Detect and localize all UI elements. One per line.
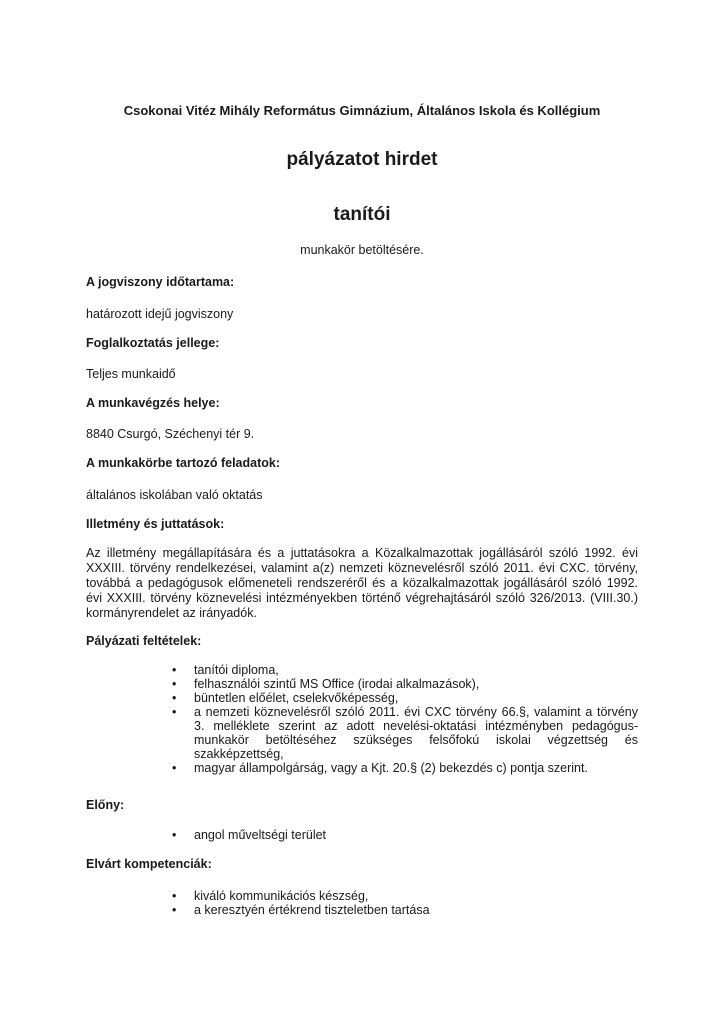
competencies-list	[86, 889, 638, 917]
salary-heading: Illetmény és juttatások:	[86, 517, 225, 531]
bullet-icon: •	[172, 691, 177, 705]
document-body	[86, 274, 638, 917]
list-item-text: kiváló kommunikációs készség,	[194, 889, 369, 903]
list-item	[172, 705, 638, 761]
bullet-icon: •	[172, 828, 177, 842]
list-item	[172, 691, 638, 705]
institution-name: Csokonai Vitéz Mihály Református Gimnázium, Általános Iskola és Kollégium	[123, 103, 601, 118]
list-item-text: a nemzeti köznevelésről szóló 2011. évi CXC törvény 66.§, valamint a törvény 3. melléklete szerint az adott nevelési-oktatási intézményben pedagógus-munkakör betöltéséhez szükséges felsőfokú iskolai végzettség és szakképzettség,	[194, 705, 638, 761]
list-item-text: büntetlen előélet, cselekvőképesség,	[194, 691, 399, 705]
announcement-headline: pályázatot hirdet	[286, 149, 438, 170]
bullet-icon: •	[172, 761, 177, 775]
bullet-icon: •	[172, 903, 177, 917]
list-item	[172, 663, 638, 677]
list-item-text: felhasználói szintű MS Office (irodai alkalmazások),	[194, 677, 480, 691]
duration-heading: A jogviszony időtartama:	[86, 275, 235, 289]
duties-value: általános iskolában való oktatás	[86, 488, 263, 502]
location-value: 8840 Csurgó, Széchenyi tér 9.	[86, 427, 255, 441]
list-item	[172, 889, 638, 903]
location-heading: A munkavégzés helye:	[86, 396, 220, 410]
bullet-icon: •	[172, 705, 177, 719]
bullet-icon: •	[172, 889, 177, 903]
position-subline: munkakör betöltésére.	[300, 243, 424, 257]
bullet-icon: •	[172, 677, 177, 691]
list-item-text: magyar állampolgárság, vagy a Kjt. 20.§ (2) bekezdés c) pontja szerint.	[194, 761, 588, 775]
list-item-text: tanítói diploma,	[194, 663, 279, 677]
list-item-text: a keresztyén értékrend tiszteletben tartása	[194, 903, 430, 917]
position-title: tanítói	[333, 204, 391, 225]
duties-heading: A munkakörbe tartozó feladatok:	[86, 456, 281, 470]
advantage-heading: Előny:	[86, 798, 125, 812]
employment-value: Teljes munkaidő	[86, 367, 176, 381]
list-item	[172, 903, 638, 917]
list-item	[172, 677, 638, 691]
bullet-icon: •	[172, 663, 177, 677]
list-item-text: angol műveltségi terület	[194, 828, 327, 842]
advantage-list	[86, 828, 638, 842]
list-item	[172, 761, 638, 775]
conditions-heading: Pályázati feltételek:	[86, 634, 202, 648]
duration-value: határozott idejű jogviszony	[86, 307, 234, 321]
conditions-list	[86, 663, 638, 775]
salary-text: Az illetmény megállapítására és a juttatásokra a Közalkalmazottak jogállásáról szóló 1992. évi XXXIII. törvény rendelkezései, valamint a(z) nemzeti köznevelésről szóló 2011. évi CXC. törvény, továbbá a pedagógusok előmeneteli rendszeréről és a közalkalmazottak jogállásáról szóló 1992. évi XXXIII. törvény köznevelési intézményekben történő végrehajtásáról szóló 326/2013. (VIII.30.) kormányrendelet az irányadók.	[86, 546, 638, 620]
competencies-heading: Elvárt kompetenciák:	[86, 857, 212, 871]
employment-heading: Foglalkoztatás jellege:	[86, 336, 220, 350]
list-item	[172, 828, 638, 842]
